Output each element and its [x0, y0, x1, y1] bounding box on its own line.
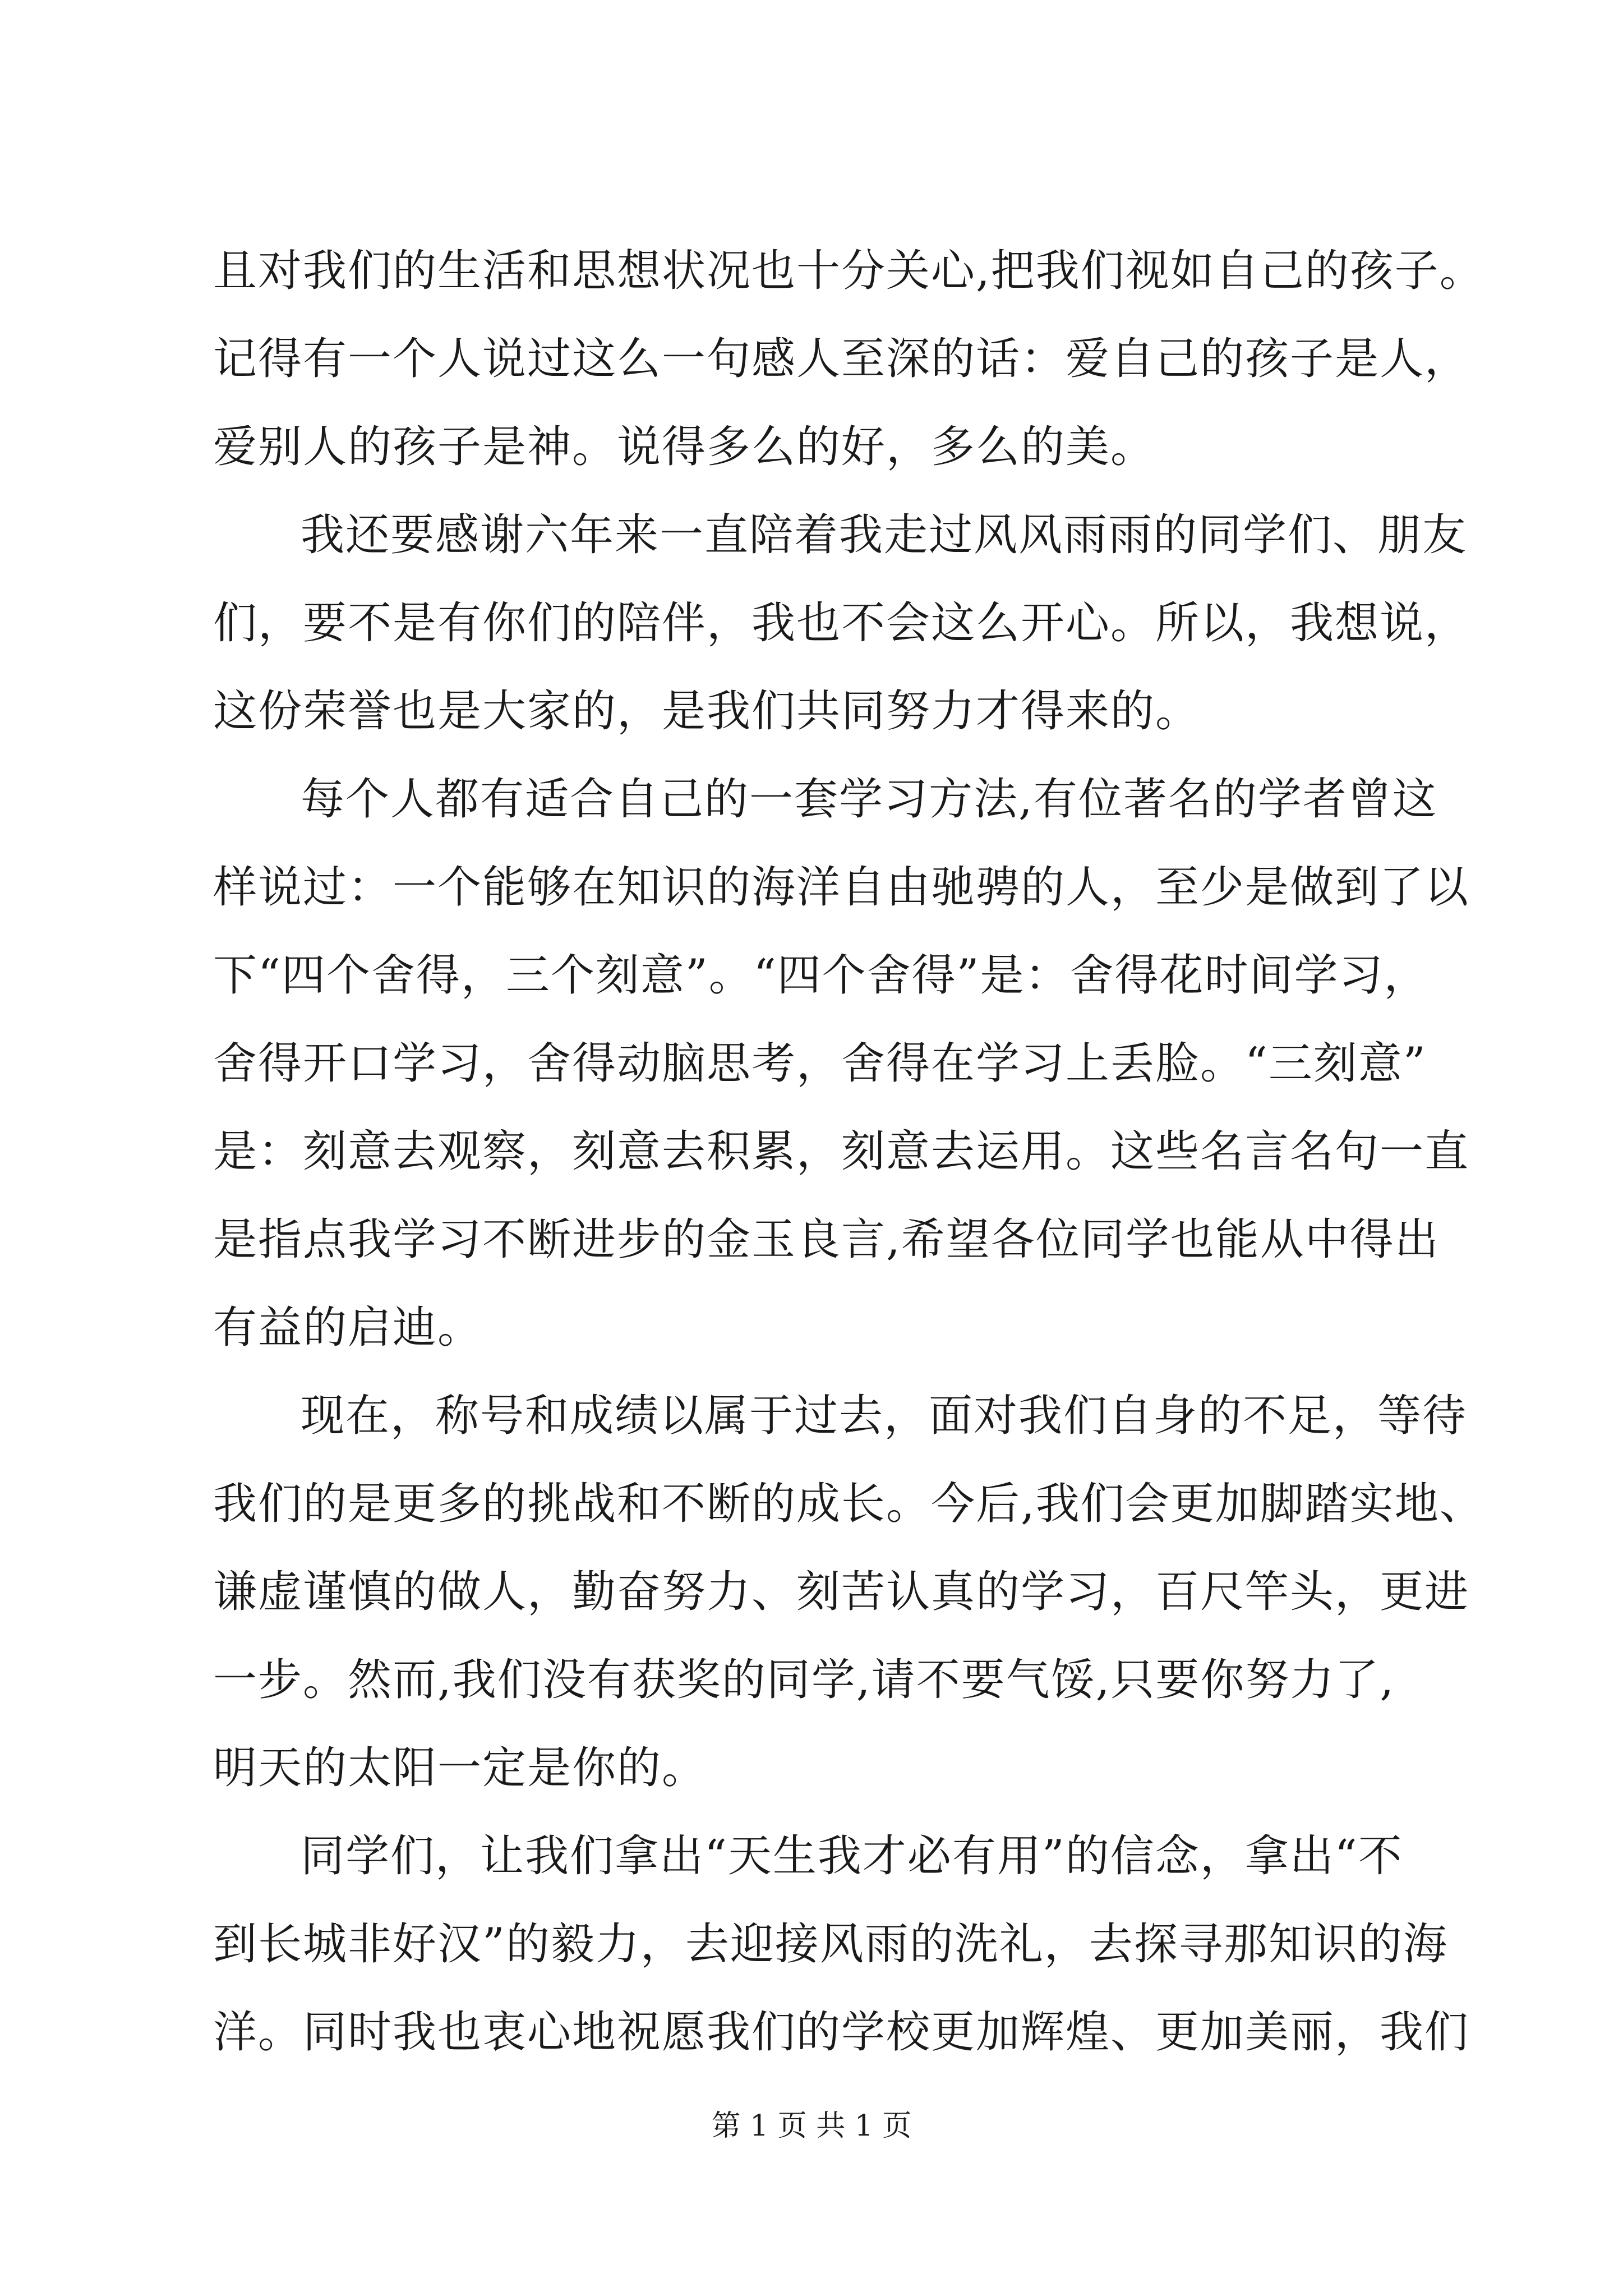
- text-line: 且对我们的生活和思想状况也十分关心,把我们视如自己的孩子。: [213, 246, 1484, 296]
- paragraph-first-line: 现在，称号和成绩以属于过去，面对我们自身的不足，等待: [301, 1391, 1468, 1441]
- text-line: 爱别人的孩子是神。说得多么的好，多么的美。: [213, 422, 1156, 472]
- text-line: 记得有一个人说过这么一句感人至深的话：爱自己的孩子是人，: [213, 334, 1470, 384]
- text-line: 我们的是更多的挑战和不断的成长。今后,我们会更加脚踏实地、: [213, 1479, 1484, 1529]
- page-number-label: 第 1 页 共 1 页: [711, 2109, 912, 2143]
- text-line: 一步。然而,我们没有获奖的同学,请不要气馁,只要你努力了,: [213, 1655, 1395, 1705]
- text-line: 下“四个舍得，三个刻意”。“四个舍得”是：舍得花时间学习，: [213, 950, 1429, 1001]
- text-line: 谦虚谨慎的做人，勤奋努力、刻苦认真的学习，百尺竿头，更进: [213, 1567, 1470, 1617]
- text-line: 洋。同时我也衷心地祝愿我们的学校更加辉煌、更加美丽，我们: [213, 2007, 1470, 2058]
- document-body: [213, 227, 1484, 2077]
- paragraph-first-line: 每个人都有适合自己的一套学习方法,有位著名的学者曾这: [301, 774, 1437, 825]
- text-line: 样说过：一个能够在知识的海洋自由驰骋的人，至少是做到了以: [213, 862, 1470, 913]
- text-line: 是：刻意去观察，刻意去积累，刻意去运用。这些名言名句一直: [213, 1126, 1470, 1177]
- text-line: 是指点我学习不断进步的金玉良言,希望各位同学也能从中得出: [213, 1214, 1440, 1265]
- paragraph-first-line: 同学们，让我们拿出“天生我才必有用”的信念，拿出“不: [301, 1831, 1403, 1881]
- page-footer: [0, 2106, 1623, 2146]
- text-line: 们，要不是有你们的陪伴，我也不会这么开心。所以，我想说，: [213, 598, 1470, 648]
- paragraph-first-line: 我还要感谢六年来一直陪着我走过风风雨雨的同学们、朋友: [301, 510, 1468, 560]
- text-line: 有益的启迪。: [213, 1303, 483, 1353]
- text-line: 舍得开口学习，舍得动脑思考，舍得在学习上丢脸。“三刻意”: [213, 1038, 1427, 1089]
- text-line: 这份荣誉也是大家的，是我们共同努力才得来的。: [213, 686, 1201, 737]
- text-line: 明天的太阳一定是你的。: [213, 1743, 707, 1793]
- text-line: 到长城非好汉”的毅力，去迎接风雨的洗礼，去探寻那知识的海: [213, 1919, 1448, 1970]
